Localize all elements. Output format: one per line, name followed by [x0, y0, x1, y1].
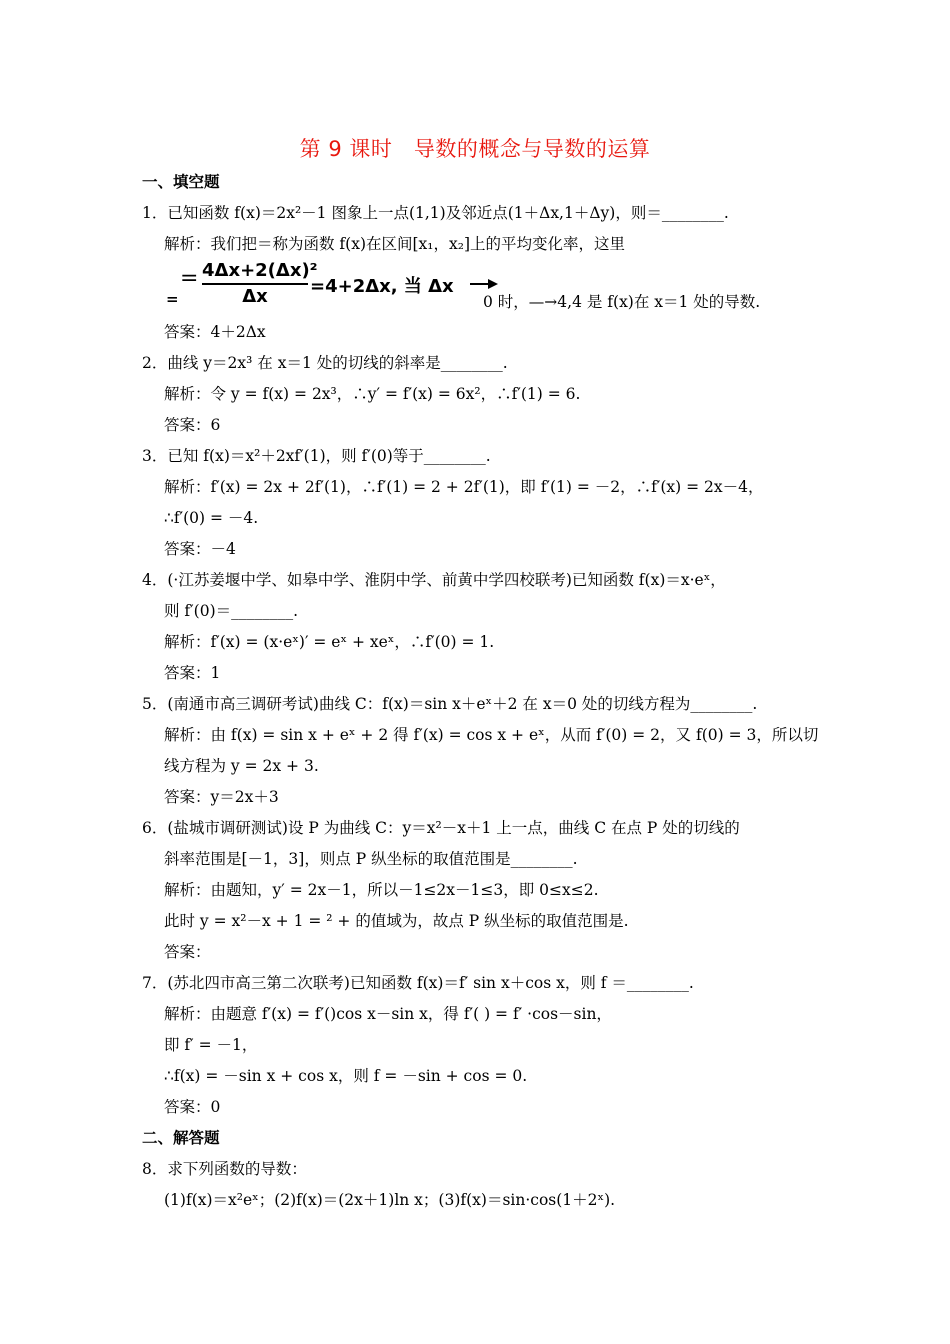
q6-analysis-cont: 此时 y = x²－x + 1 = ² + 的值域为，故点 P 纵坐标的取值范围是. [164, 912, 629, 930]
section-heading-solve: 二、解答题 [142, 1128, 220, 1147]
formula-numerator: 4Δx+2(Δx)² [202, 260, 318, 281]
fraction-bar [202, 283, 308, 285]
formula-denominator: Δx [242, 286, 268, 307]
q6-answer: 答案： [164, 943, 211, 961]
q4-analysis: 解析：f′(x) = (x·eˣ)′ = eˣ + xeˣ，∴f′(0) = 1. [164, 633, 495, 651]
q1-analysis: 解析：我们把＝称为函数 f(x)在区间[x₁，x₂]上的平均变化率，这里 [164, 235, 626, 253]
formula-rest: =4+2Δx, 当 Δx [310, 276, 454, 297]
question-7: 7．(苏北四市高三第二次联考)已知函数 f(x)＝f′ sin x＋cos x，则 f ＝________. [142, 974, 694, 992]
q2-analysis: 解析：令 y = f(x) = 2x³，∴y′ = f′(x) = 6x²，∴f′(1) = 6. [164, 385, 581, 403]
q7-answer: 答案：0 [164, 1098, 221, 1116]
question-4-cont: 则 f′(0)＝________. [164, 602, 299, 620]
question-1: 1．已知函数 f(x)＝2x²－1 图象上一点(1,1)及邻近点(1＋Δx,1＋Δy)，则＝________. [142, 204, 729, 222]
q1-answer: 答案：4＋2Δx [164, 323, 266, 341]
q1-formula [166, 260, 806, 310]
formula-equals: = [180, 266, 199, 291]
question-6-cont: 斜率范围是[－1，3]，则点 P 纵坐标的取值范围是________. [164, 850, 578, 868]
section-heading-fill-in: 一、填空题 [142, 172, 220, 191]
question-8-parts: (1)f(x)＝x²eˣ；(2)f(x)＝(2x＋1)ln x；(3)f(x)＝sin·cos(1＋2ˣ). [164, 1191, 616, 1209]
q3-analysis-cont: ∴f′(0) = －4. [164, 509, 259, 527]
q2-answer: 答案：6 [164, 416, 221, 434]
formula-tail: 0 时，—→4,4 是 f(x)在 x＝1 处的导数. [483, 293, 761, 311]
q5-answer: 答案：y＝2x＋3 [164, 788, 279, 806]
question-5: 5．(南通市高三调研考试)曲线 C：f(x)＝sin x＋eˣ＋2 在 x＝0 处的切线方程为________. [142, 695, 758, 713]
question-4: 4．(·江苏姜堰中学、如皋中学、淮阴中学、前黄中学四校联考)已知函数 f(x)＝x·eˣ， [142, 571, 726, 589]
q7-analysis: 解析：由题意 f′(x) = f′()cos x－sin x，得 f′( ) = f′ ·cos－sin， [164, 1005, 612, 1023]
question-3: 3．已知 f(x)＝x²＋2xf′(1)，则 f′(0)等于________. [142, 447, 491, 465]
q7-analysis-cont: 即 f′ = －1， [164, 1036, 258, 1054]
page-title: 第 9 课时 导数的概念与导数的运算 [299, 137, 651, 161]
formula-equals-small: = [166, 290, 179, 308]
question-8: 8．求下列函数的导数： [142, 1160, 307, 1178]
formula-fraction [202, 260, 318, 308]
q6-analysis: 解析：由题知，y′ = 2x－1，所以－1≤2x－1≤3，即 0≤x≤2. [164, 881, 599, 899]
q5-analysis: 解析：由 f(x) = sin x + eˣ + 2 得 f′(x) = cos x + eˣ，从而 f′(0) = 2，又 f(0) = 3，所以切 [164, 726, 819, 744]
q3-answer: 答案：－4 [164, 540, 236, 558]
q3-analysis: 解析：f′(x) = 2x + 2f′(1)，∴f′(1) = 2 + 2f′(1)，即 f′(1) = －2，∴f′(x) = 2x－4， [164, 478, 764, 496]
q5-analysis-cont: 线方程为 y = 2x + 3. [164, 757, 319, 775]
question-6: 6．(盐城市调研测试)设 P 为曲线 C：y＝x²－x＋1 上一点，曲线 C 在点 P 处的切线的 [142, 819, 740, 837]
right-arrow-icon [470, 278, 498, 290]
q4-answer: 答案：1 [164, 664, 221, 682]
q7-analysis-cont2: ∴f(x) = －sin x + cos x，则 f = －sin + cos = 0. [164, 1067, 528, 1085]
question-2: 2．曲线 y＝2x³ 在 x＝1 处的切线的斜率是________. [142, 354, 508, 372]
